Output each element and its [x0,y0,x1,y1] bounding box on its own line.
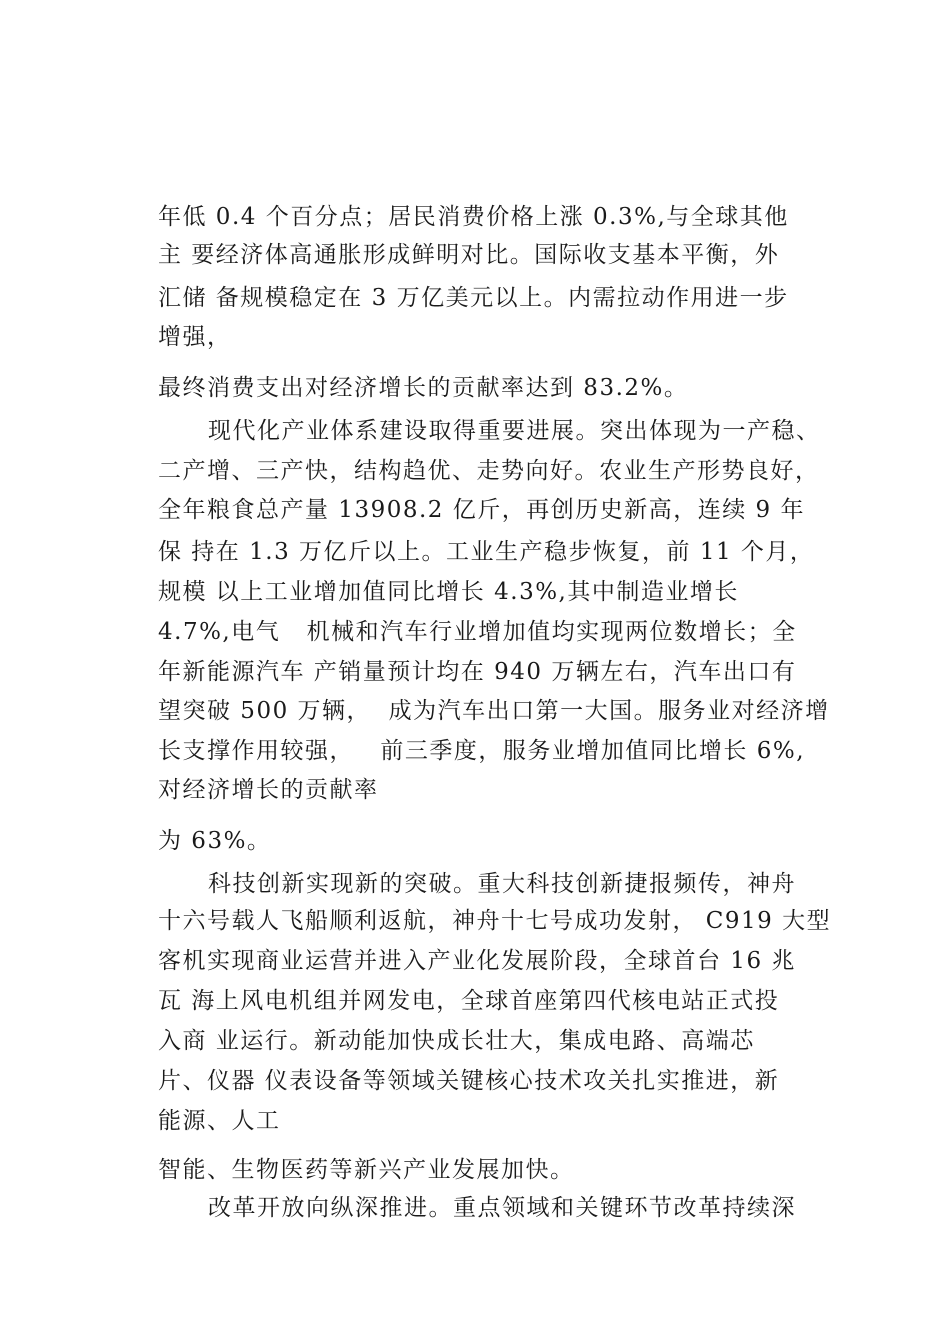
paragraph-first-line: 改革开放向纵深推进。重点领域和关键环节改革持续深 [208,1195,796,1221]
text-line: 十六号载人飞船顺利返航，神舟十七号成功发射， C919 大型 [158,908,832,934]
text-line: 增强， [158,324,232,350]
text-line: 最终消费支出对经济增长的贡献率达到 83.2%。 [158,375,689,401]
text-line: 片、仪器 仪表设备等领域关键核心技术攻关扎实推进，新 [158,1068,780,1094]
text-line: 长支撑作用较强， 前三季度，服务业增加值同比增长 6%, [158,738,806,764]
text-line: 年低 0.4 个百分点；居民消费价格上涨 0.3%,与全球其他 [158,204,789,230]
text-line: 年新能源汽车 产销量预计均在 940 万辆左右，汽车出口有 [158,659,797,685]
text-line: 4.7%,电气 机械和汽车行业增加值均实现两位数增长；全 [158,619,797,645]
paragraph-first-line: 科技创新实现新的突破。重大科技创新捷报频传，神舟 [208,871,796,897]
text-line: 瓦 海上风电机组并网发电，全球首座第四代核电站正式投 [158,988,780,1014]
paragraph-first-line: 现代化产业体系建设取得重要进展。突出体现为一产稳、 [208,418,821,444]
text-line: 保 持在 1.3 万亿斤以上。工业生产稳步恢复，前 11 个月， [158,539,815,565]
text-line: 对经济增长的贡献率 [158,777,379,803]
text-line: 主 要经济体高通胀形成鲜明对比。国际收支基本平衡，外 [158,242,780,268]
text-line: 客机实现商业运营并进入产业化发展阶段，全球首台 16 兆 [158,948,796,974]
text-line: 为 63%。 [158,828,272,854]
text-line: 望突破 500 万辆， 成为汽车出口第一大国。服务业对经济增 [158,698,830,724]
text-line: 二产增、三产快，结构趋优、走势向好。农业生产形势良好， [158,458,820,484]
text-line: 智能、生物医药等新兴产业发展加快。 [158,1157,575,1183]
text-line: 入商 业运行。新动能加快成长壮大，集成电路、高端芯 [158,1028,755,1054]
text-line: 规模 以上工业增加值同比增长 4.3%,其中制造业增长 [158,579,739,605]
text-line: 能源、人工 [158,1108,281,1134]
text-line: 汇储 备规模稳定在 3 万亿美元以上。内需拉动作用进一步 [158,285,789,311]
text-line: 全年粮食总产量 13908.2 亿斤，再创历史新高，连续 9 年 [158,497,805,523]
